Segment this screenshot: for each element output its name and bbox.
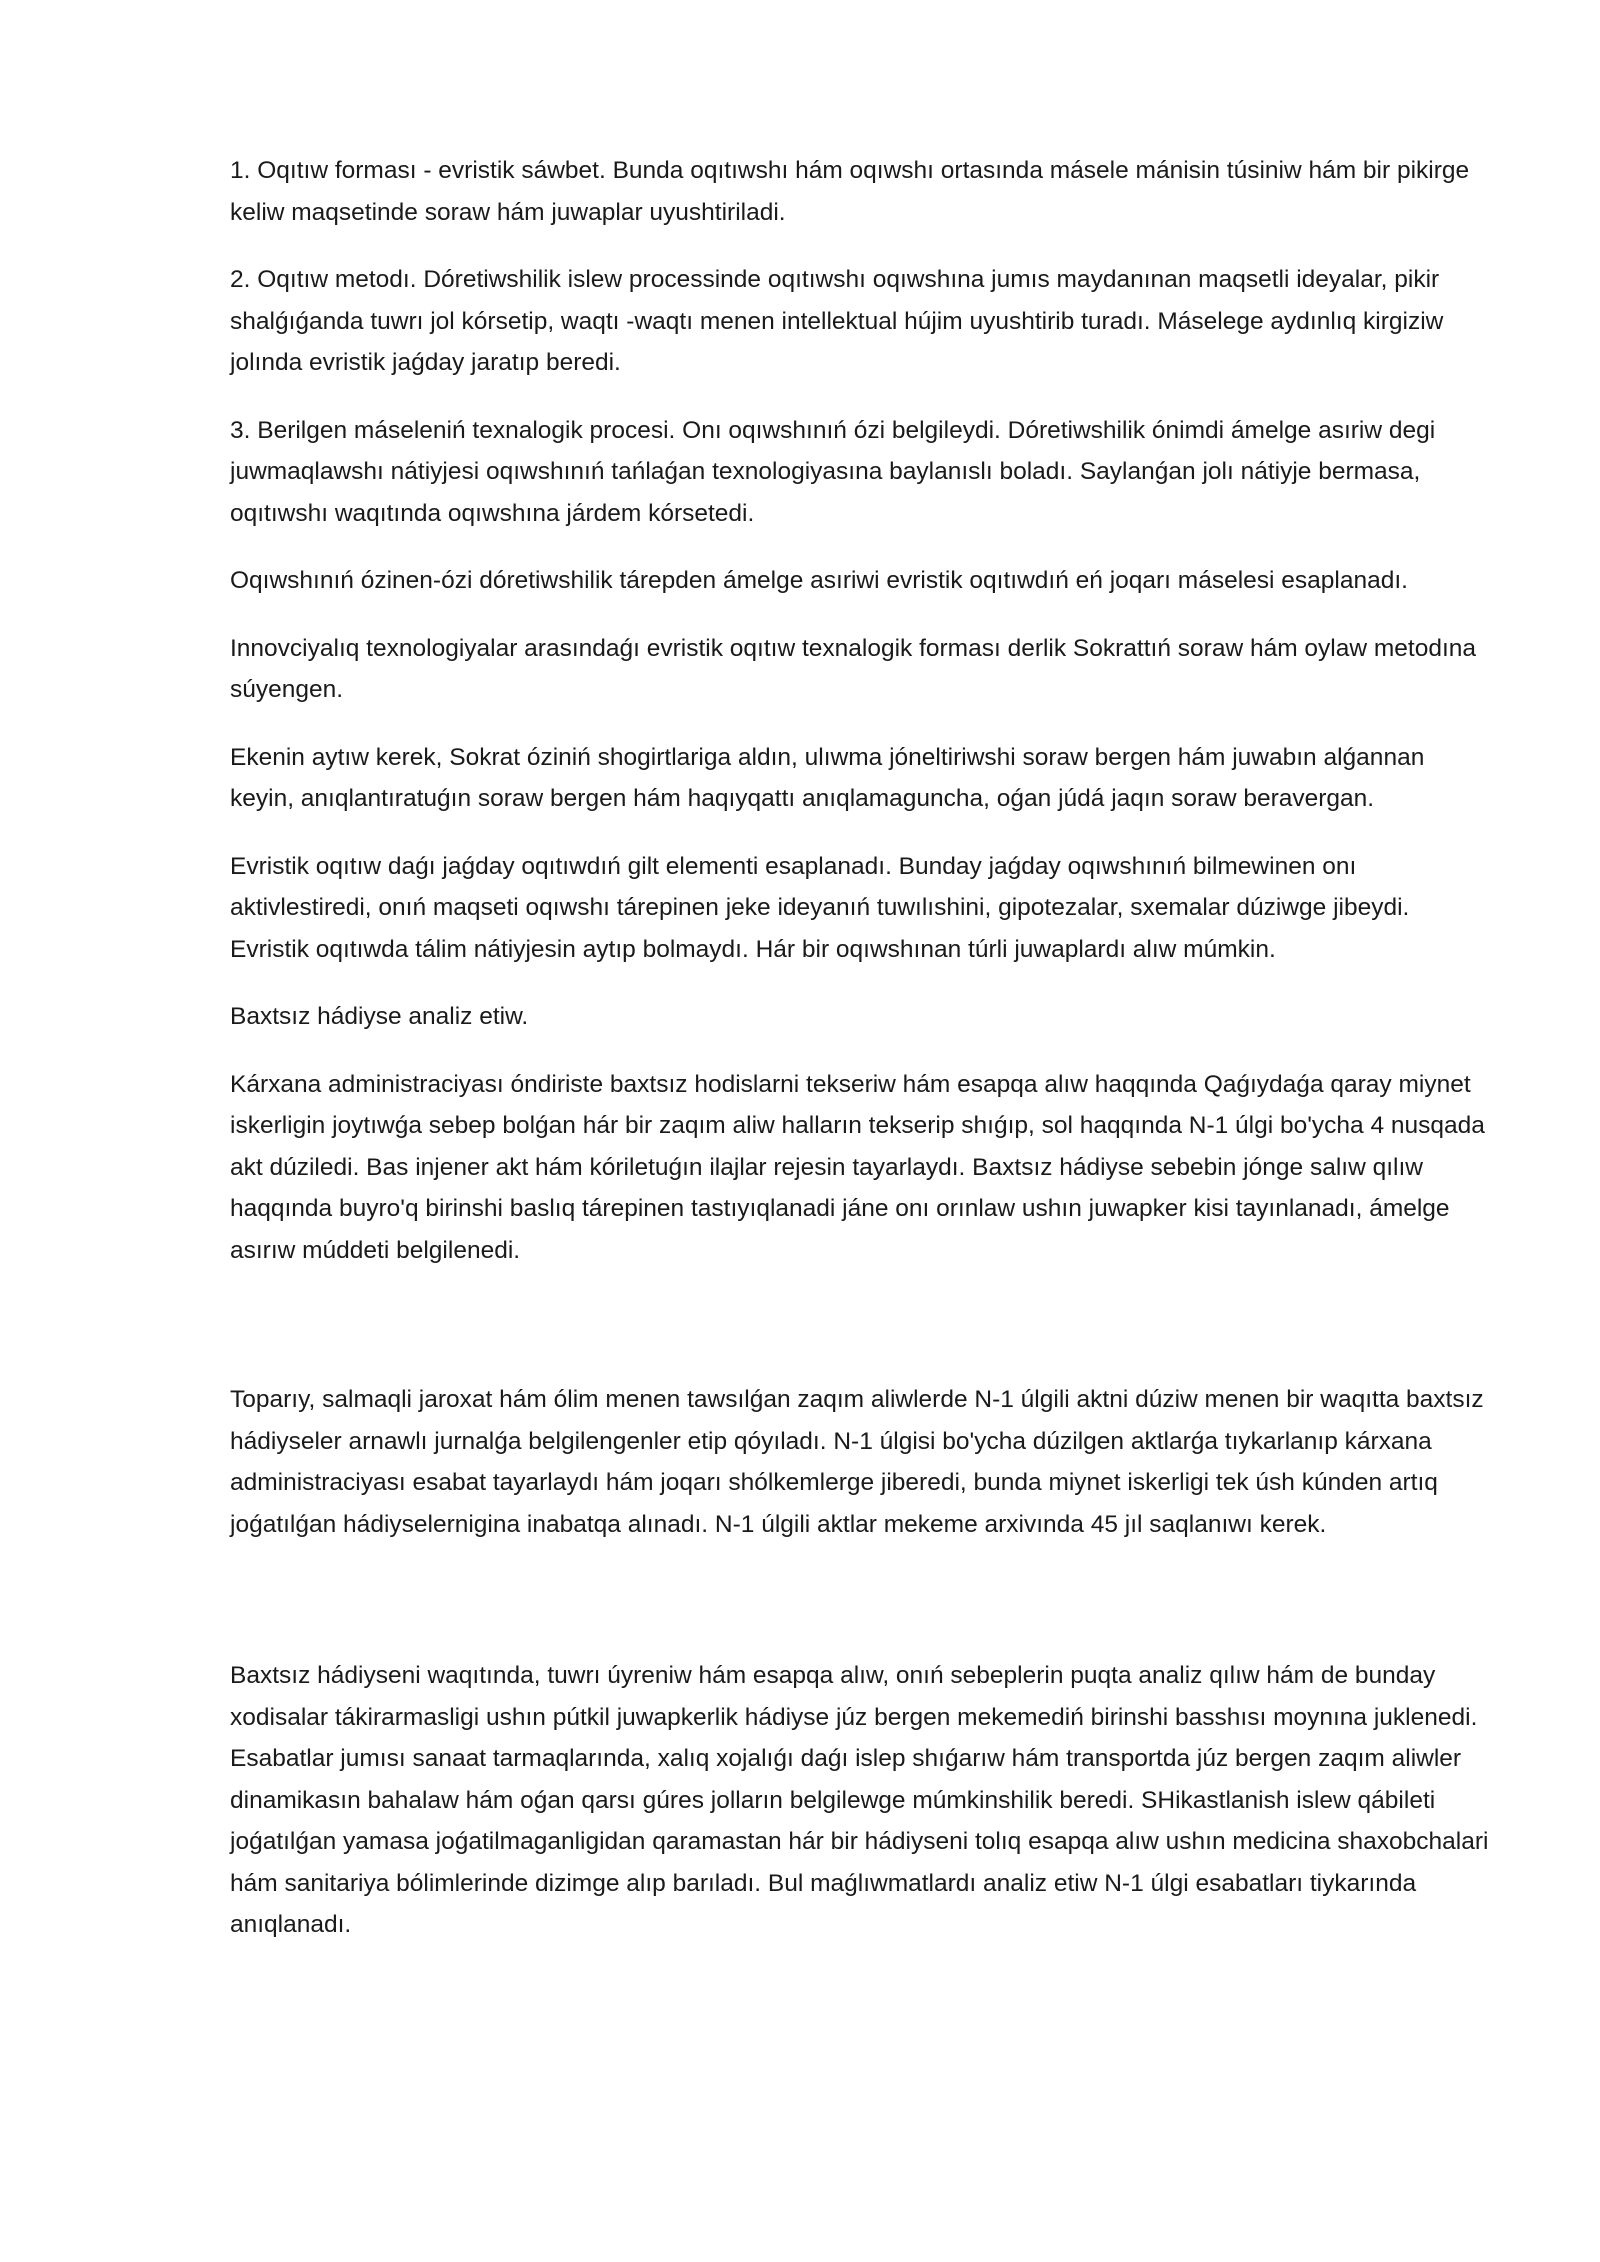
document-body (230, 150, 1490, 1946)
paragraph-socrates-questions: Ekenin aytıw kerek, Sokrat óziniń shogirtlariga aldın, ulıwma jóneltiriwshi soraw bergen hám juwabın alǵannan keyin, anıqlantıratuǵın soraw bergen hám haqıyqattı anıqlamaguncha, oǵan júdá jaqın soraw beravergan. (230, 743, 1425, 812)
paragraph-socratic-method: Innovciyalıq texnologiyalar arasındaǵı evristik oqıtıw texnalogik forması derlik Sokrattıń soraw hám oylaw metodına súyengen. (230, 634, 1477, 703)
section-heading-accident-analysis: Baxtsız hádiyse analiz etiw. (230, 1003, 529, 1030)
paragraph-heuristic-situation: Evristik oqıtıw daǵı jaǵday oqıtıwdıń gilt elementi esaplanadı. Bunday jaǵday oqıwshınıń bilmewinen onı aktivlestiredi, onıń maqseti oqıwshı tárepinen jeke ideyanıń tuwılıshini, gipotezalar, sxemalar dúziwge jibeydi. Evristik oqıtıwda tálim nátiyjesin aytıp bolmaydı. Hár bir oqıwshınan túrli juwaplardı alıw múmkin. (230, 852, 1410, 963)
paragraph-teaching-method: 2. Oqıtıw metodı. Dóretiwshilik islew processinde oqıtıwshı oqıwshına jumıs maydanınan maqsetli ideyalar, pikir shalǵıǵanda tuwrı jol kórsetip, waqtı -waqtı menen intellektual hújim uyushtirib turadı. Máselege aydınlıq kirgiziw jolında evristik jaǵday jaratıp beredi. (230, 266, 1444, 376)
paragraph-teaching-form: 1. Oqıtıw forması - evristik sáwbet. Bunda oqıtıwshı hám oqıwshı ortasında másele mánisin túsiniw hám bir pikirge keliw maqsetinde soraw hám juwaplar uyushtiriladi. (230, 157, 1470, 226)
paragraph-accident-responsibility: Baxtsız hádiyseni waqıtında, tuwrı úyreniw hám esapqa alıw, onıń sebeplerin puqta analiz qılıw hám de bunday xodisalar tákirarmasligi ushın pútkil juwapkerlik hádiyse júz bergen mekemediń birinshi basshısı moynına juklenedi. Esabatlar jumısı sanaat tarmaqlarında, xalıq xojalıǵı daǵı islep shıǵarıw hám transportda júz bergen zaqım aliwler dinamikasın bahalaw hám oǵan qarsı gúres jolların belgilewge múmkinshilik beredi. SHikastlanish islew qábileti joǵatılǵan yamasa joǵatilmaganligidan qaramastan hár bir hádiyseni tolıq esapqa alıw ushın medicina shaxobchalari hám sanitariya bólimlerinde dizimge alıp barıladı. Bul maǵlıwmatlardı analiz etiw N-1 úlgi esabatları tiykarında anıqlanadı. (230, 1662, 1489, 1938)
paragraph-technological-process: 3. Berilgen máseleniń texnalogik procesi. Onı oqıwshınıń ózi belgileydi. Dóretiwshilik ónimdi ámelge asıriw degi juwmaqlawshı nátiyjesi oqıwshınıń tańlaǵan texnologiyasına baylanıslı boladı. Saylanǵan jolı nátiyje bermasa, oqıtıwshı waqıtında oqıwshına járdem kórsetedi. (230, 416, 1436, 527)
paragraph-creative-independence: Oqıwshınıń ózinen-ózi dóretiwshilik tárepden ámelge asıriwi evristik oqıtıwdıń eń joqarı máselesi esaplanadı. (230, 567, 1408, 594)
paragraph-enterprise-administration: Kárxana administraciyası óndiriste baxtsız hodislarni tekseriw hám esapqa alıw haqqında Qaǵıydaǵa qaray miynet iskerligin joytıwǵa sebep bolǵan hár bir zaqım aliw halların tekserip shıǵıp, sol haqqında N-1 úlgi bo'ycha 4 nusqada akt dúziledi. Bas injener akt hám kóriletuǵın ilajlar rejesin tayarlaydı. Baxtsız hádiyse sebebin jónge salıw qılıw haqqında buyro'q birinshi baslıq tárepinen tastıyıqlanadi jáne onı orınlaw ushın juwapker kisi tayınlanadı, ámelge asırıw múddeti belgilenedi. (230, 1070, 1485, 1264)
paragraph-group-injuries: Toparıy, salmaqli jaroxat hám ólim menen tawsılǵan zaqım aliwlerde N-1 úlgili aktni dúziw menen bir waqıtta baxtsız hádiyseler arnawlı jurnalǵa belgilengenler etip qóyıladı. N-1 úlgisi bo'ycha dúzilgen aktlarǵa tıykarlanıp kárxana administraciyası esabat tayarlaydı hám joqarı shólkemlerge jiberedi, bunda miynet iskerligi tek úsh kúnden artıq joǵatılǵan hádiyselernigina inabatqa alınadı. N-1 úlgili aktlar mekeme arxivında 45 jıl saqlanıwı kerek. (230, 1386, 1484, 1538)
